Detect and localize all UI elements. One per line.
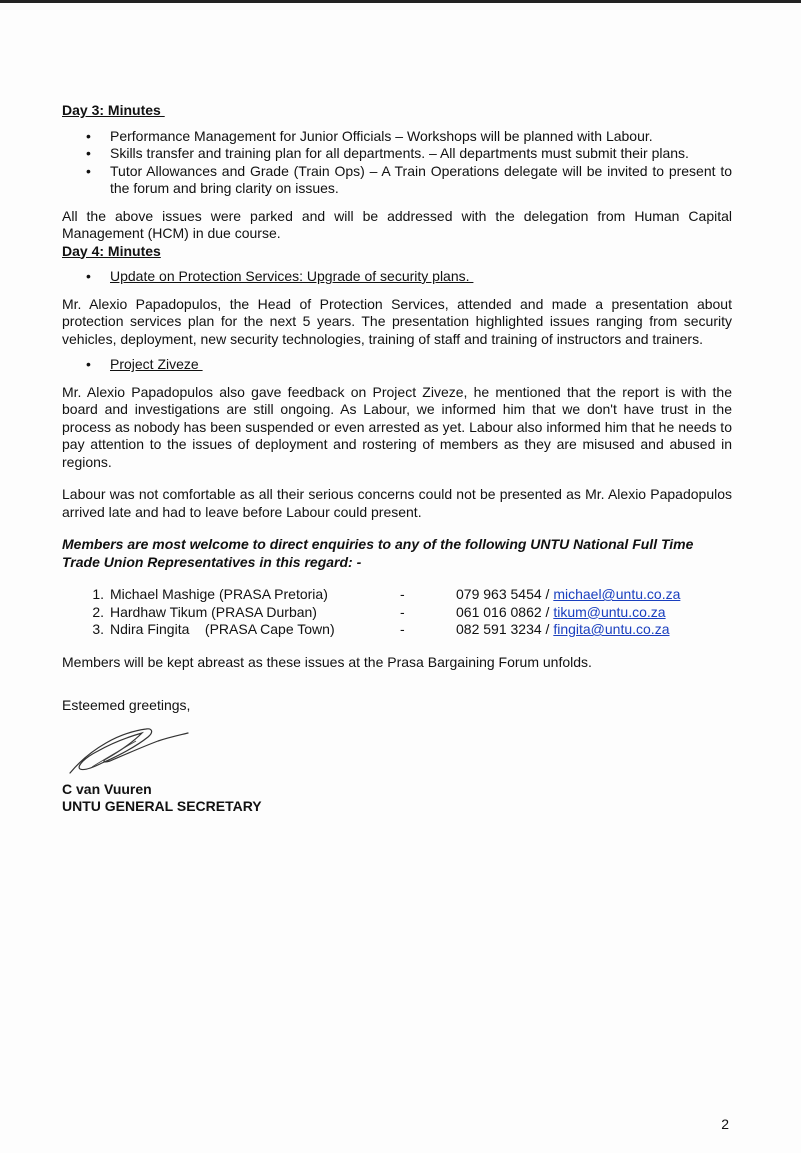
signature-scribble bbox=[62, 721, 202, 781]
representative-row bbox=[62, 621, 732, 639]
list-item: • Skills transfer and training plan for all departments. – All departments must submit their plans. bbox=[62, 145, 732, 163]
day4-paragraph-1: Mr. Alexio Papadopulos, the Head of Protection Services, attended and made a presentation about protection services plan for the next 5 years. The presentation highlighted issues ranging from security vehicles, deployment, new security technologies, training of staff and training of instructors and trainers. bbox=[62, 295, 732, 347]
enquiries-lead: Members are most welcome to direct enquiries to any of the following UNTU National Full Time Trade Union Representatives in this regard: - bbox=[62, 536, 694, 570]
rep-separator: - bbox=[400, 586, 405, 602]
day3-list bbox=[62, 128, 732, 198]
rep-contact bbox=[456, 604, 666, 622]
list-item bbox=[62, 268, 732, 286]
day3-heading: Day 3: Minutes bbox=[62, 102, 165, 118]
rep-separator: - bbox=[400, 603, 405, 620]
rep-email-link[interactable]: michael@untu.co.za bbox=[553, 586, 681, 602]
rep-name: Michael Mashige (PRASA Pretoria) bbox=[110, 586, 328, 602]
day3-note: All the above issues were parked and will be addressed with the delegation from Human Capital Management (HCM) in due course. bbox=[62, 207, 732, 241]
list-item bbox=[62, 356, 732, 374]
top-border-line bbox=[0, 0, 801, 3]
rep-name: Hardhaw Tikum (PRASA Durban) bbox=[110, 603, 317, 620]
closing-note: Members will be kept abreast as these issues at the Prasa Bargaining Forum unfolds. bbox=[62, 653, 592, 670]
protection-services-item: Update on Protection Services: Upgrade of security plans. bbox=[110, 268, 474, 284]
signature bbox=[62, 721, 732, 781]
list-item: • Performance Management for Junior Officials – Workshops will be planned with Labour. bbox=[62, 128, 732, 146]
rep-number: 1. bbox=[92, 586, 104, 602]
rep-name: Ndira Fingita (PRASA Cape Town) bbox=[110, 621, 335, 637]
day4-heading: Day 4: Minutes bbox=[62, 242, 161, 259]
project-ziveze-item: Project Ziveze bbox=[110, 356, 203, 372]
representative-row bbox=[62, 586, 732, 604]
signer-name: C van Vuuren bbox=[62, 780, 152, 797]
day4-paragraph-3: Labour was not comfortable as all their serious concerns could not be presented as Mr. Alexio Papadopulos arrived late and had to leave before Labour could present. bbox=[62, 486, 732, 520]
greeting: Esteemed greetings, bbox=[62, 697, 191, 713]
rep-phone: 061 016 0862 / bbox=[456, 603, 554, 620]
signer-title: UNTU GENERAL SECRETARY bbox=[62, 798, 262, 814]
rep-phone: 079 963 5454 / bbox=[456, 586, 554, 602]
rep-email-link[interactable]: fingita@untu.co.za bbox=[553, 621, 670, 637]
representative-row bbox=[62, 604, 732, 622]
day4-list-2 bbox=[62, 356, 732, 374]
rep-number: 2. bbox=[92, 603, 104, 620]
day4-paragraph-2: Mr. Alexio Papadopulos also gave feedback on Project Ziveze, he mentioned that the report is with the board and investigations are still ongoing. As Labour, we informed him that we don't have trust in the process as nobody has been suspended or even arrested as yet. Labour also informed him that he needs to pay attention to the issues of deployment and rostering of members as they are misused and abused in regions. bbox=[62, 383, 732, 470]
rep-email-link[interactable]: tikum@untu.co.za bbox=[553, 603, 666, 620]
day4-list-1 bbox=[62, 268, 732, 286]
list-item: • Tutor Allowances and Grade (Train Ops) – A Train Operations delegate will be invited to present to the forum and bring clarity on issues. bbox=[62, 163, 732, 198]
representatives-list bbox=[62, 586, 732, 639]
page-number: 2 bbox=[721, 1116, 729, 1132]
rep-separator: - bbox=[400, 621, 405, 637]
document-body bbox=[62, 102, 732, 816]
rep-contact bbox=[456, 586, 680, 604]
rep-number: 3. bbox=[92, 621, 104, 637]
rep-contact bbox=[456, 621, 669, 639]
rep-phone: 082 591 3234 / bbox=[456, 621, 554, 637]
